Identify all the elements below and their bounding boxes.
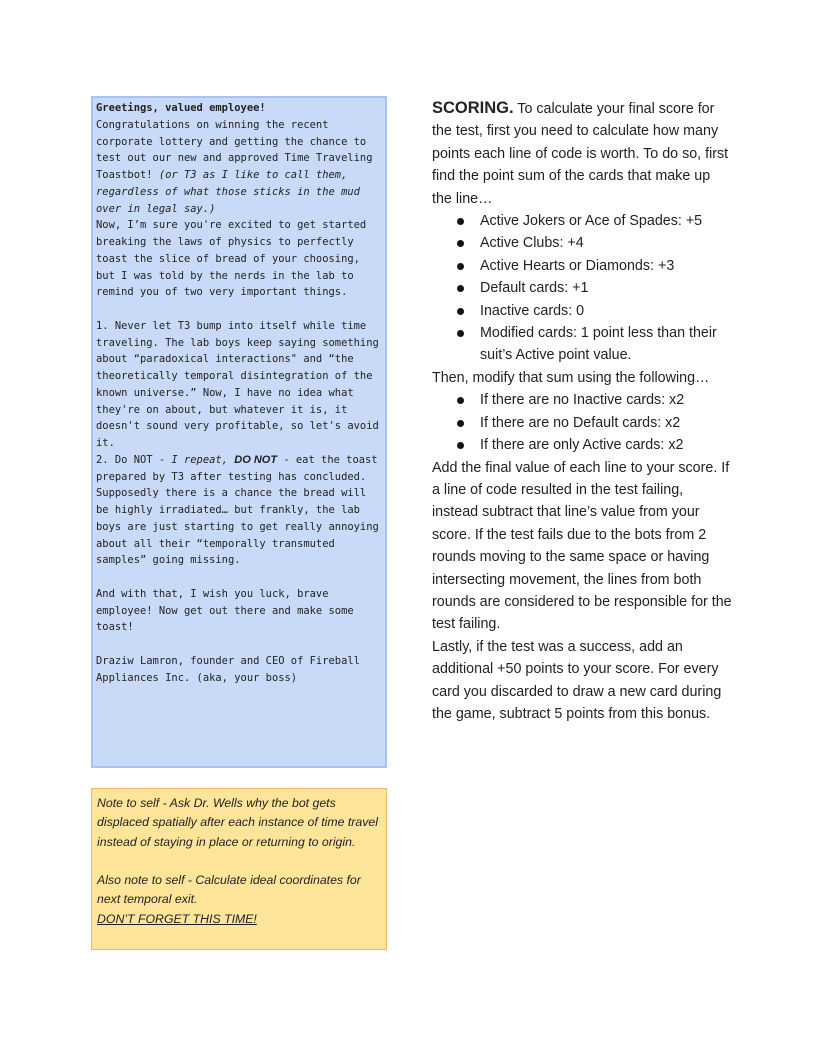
letter-closing: And with that, I wish you luck, brave employee! Now get out there and make some toast! — [96, 587, 354, 634]
letter-intro-text: Congratulations on winning the recent corporate lottery and getting the chance to test out our new and approved Time Traveling Toastbot! — [96, 118, 373, 181]
note-line-one: Note to self - Ask Dr. Wells why the bot gets displaced spatially after each instance of time travel instead of staying in place or returning to origin. — [97, 796, 378, 849]
points-list-item: Active Hearts or Diamonds: +3 — [480, 255, 732, 277]
spacer — [96, 636, 382, 653]
scoring-intro-text: To calculate your final score for the test, first you need to calculate how many points each line of code is worth. To do so, first find the point sum of the cards that make up the line… — [432, 101, 729, 207]
note-line-two: Also note to self - Calculate ideal coordinates for next temporal exit. — [97, 873, 361, 907]
success-bonus-paragraph: Lastly, if the test was a success, add an additional +50 points to your score. For every card you discarded to draw a new card during the game, subtract 5 points from this bonus. — [432, 638, 722, 722]
note-reminder: DON’T FORGET THIS TIME! — [97, 911, 257, 926]
add-line-values-paragraph: Add the final value of each line to your score. If a line of code resulted in the test failing, instead subtract that line’s value from your score. If the test fails due to the bots from 2 rounds moving to the same space or having intersecting movement, the lines from both rounds are considered to be responsible for the test failing. — [432, 459, 732, 633]
letter-intro-aside: (or T3 as I like to call them, regardless of what those sticks in the mud over in legal say.) — [96, 169, 360, 215]
letter-point-two — [96, 452, 382, 569]
spacer — [97, 852, 381, 871]
point-two-italic: I repeat, — [171, 453, 235, 466]
letter-warning-paragraph: Now, I’m sure you're excited to get started breaking the laws of physics to perfectly toast the slice of bread of your choosing, but I was told by the nerds in the lab to remind you of two very important things. — [96, 219, 367, 299]
points-list-item: Default cards: +1 — [480, 277, 732, 299]
points-list — [432, 210, 732, 367]
scoring-heading: SCORING. — [432, 99, 514, 117]
employee-letter-box — [91, 96, 387, 768]
modifier-intro: Then, modify that sum using the following… — [432, 369, 710, 386]
point-two-bold: DO NOT — [234, 453, 278, 466]
letter-greeting: Greetings, valued employee! — [96, 102, 266, 114]
points-list-item: Active Jokers or Ace of Spades: +5 — [480, 210, 732, 232]
spacer — [96, 569, 382, 586]
modifiers-list-item: If there are only Active cards: x2 — [480, 434, 732, 456]
spacer — [96, 301, 382, 318]
modifiers-list-item: If there are no Default cards: x2 — [480, 412, 732, 434]
point-two-start: 2. Do NOT - — [96, 453, 172, 466]
modifiers-list — [432, 389, 732, 456]
points-list-item: Active Clubs: +4 — [480, 232, 732, 254]
scoring-section — [432, 97, 732, 725]
scoring-intro-paragraph — [432, 97, 732, 210]
point-two-end: - eat the toast prepared by T3 after testing has concluded. Supposedly there is a chance the bread will be highly irradiated… but frankly, the lab boys are just starting to get really annoying about all their “temporally transmuted samples” going missing. — [96, 453, 379, 567]
letter-point-one: 1. Never let T3 bump into itself while time traveling. The lab boys keep saying something about “paradoxical interactions" and “the theoretically temporal disintegration of the known universe.” Now, I have no idea what they're on about, but whatever it is, it doesn't sound very profitable, so let's avoid it. — [96, 319, 379, 449]
note-to-self-box — [91, 788, 387, 950]
letter-signature: Draziw Lamron, founder and CEO of Fireball Appliances Inc. (aka, your boss) — [96, 654, 360, 684]
points-list-item: Modified cards: 1 point less than their suit’s Active point value. — [480, 322, 732, 367]
modifiers-list-item: If there are no Inactive cards: x2 — [480, 389, 732, 411]
points-list-item: Inactive cards: 0 — [480, 300, 732, 322]
letter-intro-paragraph — [96, 117, 382, 218]
